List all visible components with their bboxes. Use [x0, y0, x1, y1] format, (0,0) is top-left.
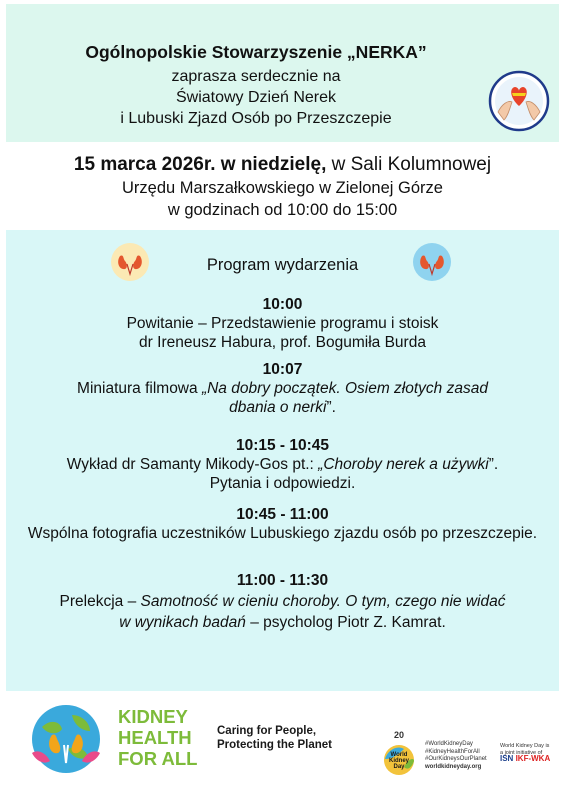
- program-item: [6, 505, 559, 543]
- kidney-health-globe-icon: [28, 701, 104, 777]
- event-hours: w godzinach od 10:00 do 15:00: [167, 201, 398, 219]
- header-band: [6, 4, 559, 142]
- program-item-prefix: Prelekcja –: [59, 593, 141, 610]
- wkd-number: 20: [393, 730, 405, 740]
- program-item: [6, 436, 559, 493]
- program-item-time: 10:45 - 11:00: [236, 506, 329, 523]
- program-section: [6, 230, 559, 691]
- program-item-text: Powitanie – Przedstawienie programu i stoisk: [126, 315, 439, 332]
- event-date-line: [0, 154, 565, 176]
- kha-line-3: FOR ALL: [118, 748, 198, 769]
- kidney-health-for-all-text: [118, 706, 197, 769]
- event-place: w Sali Kolumnowej: [326, 154, 492, 175]
- caring-line-2: Protecting the Planet: [217, 739, 333, 751]
- event-line-1: Światowy Dzień Nerek: [175, 89, 337, 106]
- date-band: [0, 142, 565, 230]
- program-item-text: [6, 398, 559, 417]
- program-item-prefix: Miniatura filmowa: [77, 380, 202, 397]
- org-name: Ogólnopolskie Stowarzyszenie „NERKA”: [85, 42, 427, 62]
- world-kidney-day-logo-icon: [378, 729, 420, 777]
- program-item-suffix: – psycholog Piotr Z. Kamrat.: [245, 614, 446, 631]
- caring-line-1: Caring for People,: [217, 725, 317, 737]
- wkd-line-1: World: [390, 752, 408, 758]
- event-venue: Urzędu Marszałkowskiego w Zielonej Górze: [122, 179, 443, 197]
- event-date: 15 marca 2026r. w niedzielę,: [73, 154, 327, 175]
- hashtag: #KidneyHealthForAll: [425, 748, 480, 755]
- hashtags: [425, 741, 487, 771]
- program-item-text: Pytania i odpowiedzi.: [209, 475, 356, 492]
- program-item-time: 11:00 - 11:30: [236, 572, 329, 589]
- program-item: [6, 570, 559, 633]
- website-link[interactable]: worldkidneyday.org: [425, 763, 482, 770]
- program-item-text: [6, 379, 559, 398]
- film-title-part-1: „Na dobry początek. Osiem złotych zasad: [201, 380, 488, 397]
- caring-slogan: [217, 724, 332, 752]
- program-item-suffix: ”.: [488, 456, 499, 473]
- program-item-text: [6, 612, 559, 633]
- isn-logo: ISN: [500, 754, 514, 763]
- talk-title-part-2: w wynikach badań: [119, 614, 246, 631]
- program-item-text: [6, 455, 559, 474]
- partner-logos: [500, 756, 550, 763]
- film-title-part-2: dbania o nerki: [229, 399, 327, 416]
- program-item-text: dr Ireneusz Habura, prof. Bogumiła Burda: [139, 334, 426, 351]
- program-title: Program wydarzenia: [206, 256, 359, 274]
- footer: [0, 691, 565, 787]
- nerka-logo-icon: [488, 70, 550, 132]
- isn-ikf-logos: [500, 743, 550, 763]
- program-item-time: 10:07: [262, 361, 303, 378]
- program-item-prefix: Wykład dr Samanty Mikody-Gos pt.:: [66, 456, 319, 473]
- hashtag: #WorldKidneyDay: [425, 741, 473, 747]
- wkd-line-3: Day: [393, 764, 405, 770]
- event-line-2: i Lubuski Zjazd Osób po Przeszczepie: [120, 110, 392, 127]
- lecture-title: „Choroby nerek a używki: [318, 456, 489, 473]
- program-item-suffix: ”.: [326, 399, 336, 416]
- program-item-text: Wspólna fotografia uczestników Lubuskiego zjazdu osób po przeszczepie.: [27, 525, 538, 542]
- kha-line-1: KIDNEY: [118, 706, 188, 727]
- isn-note-1: World Kidney Day is: [500, 743, 550, 749]
- program-item: [6, 295, 559, 352]
- talk-title-part-1: Samotność w cieniu choroby. O tym, czego nie widać: [140, 593, 506, 610]
- ikf-logo: IKF-WKA: [515, 754, 551, 763]
- kha-line-2: HEALTH: [118, 727, 192, 748]
- program-item: [6, 360, 559, 417]
- hashtag: #OurKidneysOurPlanet: [425, 756, 487, 762]
- program-item-time: 10:15 - 10:45: [235, 437, 330, 454]
- program-item-text: [6, 591, 559, 612]
- invite-line: zaprasza serdecznie na: [171, 68, 341, 85]
- program-item-time: 10:00: [262, 296, 303, 313]
- wkd-line-2: Kidney: [388, 758, 410, 764]
- isn-note-2: a joint initiative of: [500, 749, 543, 756]
